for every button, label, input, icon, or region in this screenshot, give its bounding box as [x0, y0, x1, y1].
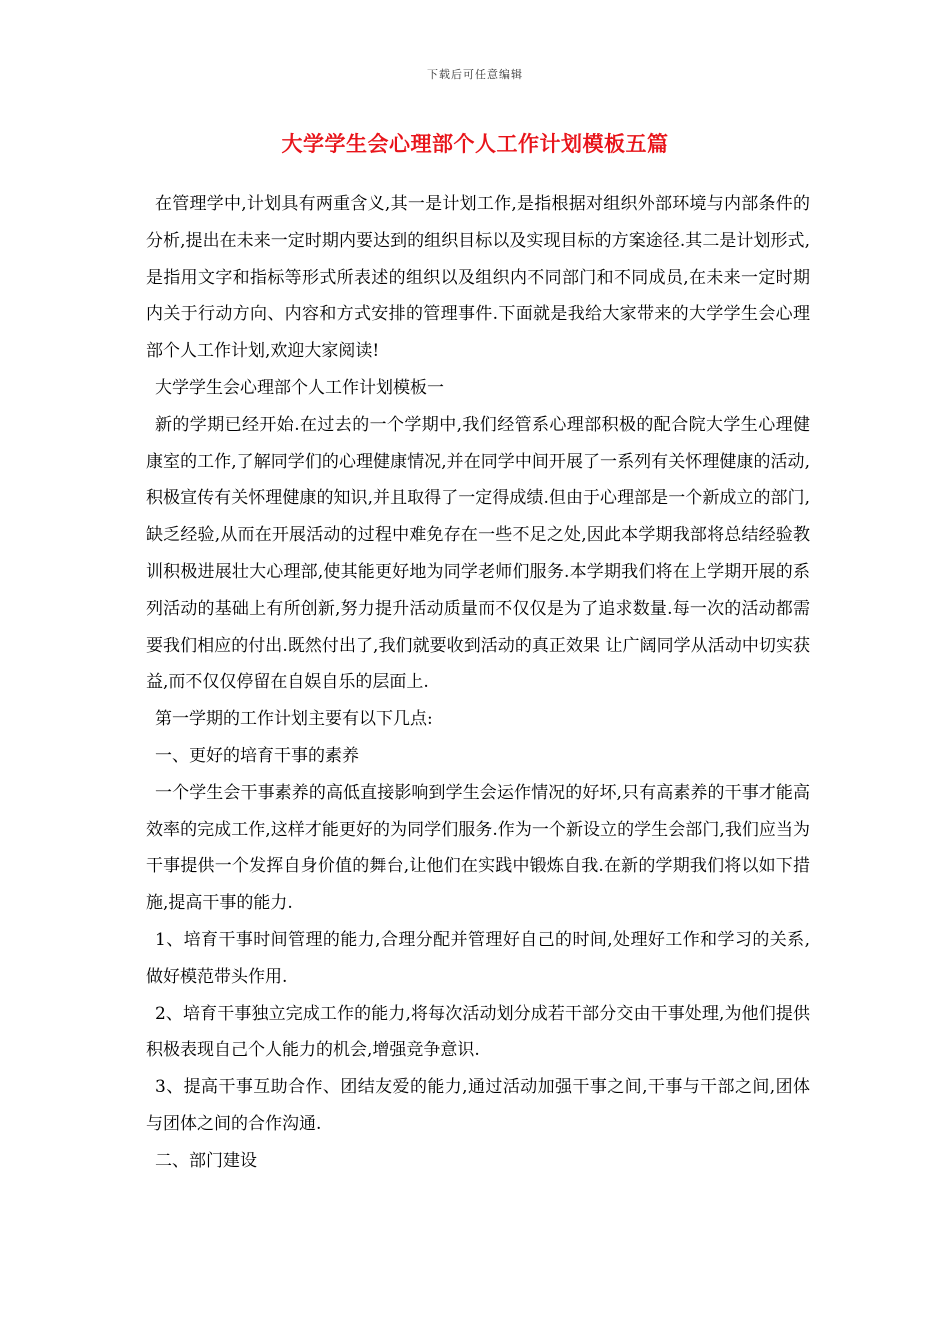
body-paragraph: 一个学生会干事素养的高低直接影响到学生会运作情况的好坏,只有高素养的干事才能高效率的完成工作,这样才能更好的为同学们服务.作为一个新设立的学生会部门,我们应当为干事提供一个发挥自身价值的舞台,让他们在实践中锻炼自我.在新的学期我们将以如下措施,提高干事的能力. — [146, 782, 810, 914]
list-item: 3、提高干事互助合作、团结友爱的能力,通过活动加强干事之间,干事与干部之间,团体与团体之间的合作沟通. — [146, 1077, 810, 1134]
document-title: 大学学生会心理部个人工作计划模板五篇 — [281, 131, 669, 156]
section-heading-template-one: 大学学生会心理部个人工作计划模板一 — [155, 377, 444, 398]
list-item: 1、培育干事时间管理的能力,合理分配并管理好自己的时间,处理好工作和学习的关系,做好模范带头作用. — [146, 929, 810, 987]
body-paragraph: 第一学期的工作计划主要有以下几点: — [155, 709, 433, 730]
page-header-note: 下载后可任意编辑 — [427, 68, 523, 81]
list-item: 2、培育干事独立完成工作的能力,将每次活动划分成若干部分交由干事处理,为他们提供积极表现自己个人能力的机会,增强竞争意识. — [146, 1003, 810, 1061]
list-heading: 一、更好的培育干事的素养 — [155, 745, 359, 766]
list-heading: 二、部门建设 — [155, 1150, 257, 1171]
body-paragraph: 新的学期已经开始.在过去的一个学期中,我们经管系心理部积极的配合院大学生心理健康室的工作,了解同学们的心理健康情况,并在同学中间开展了一系列有关怀理健康的活动,积极宣传有关怀理健康的知识,并且取得了一定得成绩.但由于心理部是一个新成立的部门,缺乏经验,从而在开展活动的过程中难免存在一些不足之处,因此本学期我部将总结经验教训积极进展壮大心理部,使其能更好地为同学老师们服务.本学期我们将在上学期开展的系列活动的基础上有所创新,努力提升活动质量而不仅仅是为了追求数量.每一次的活动都需要我们相应的付出.既然付出了,我们就要收到活动的真正效果 让广阔同学从活动中切实获益,而不仅仅停留在自娱自乐的层面上. — [146, 414, 810, 693]
intro-paragraph: 在管理学中,计划具有两重含义,其一是计划工作,是指根据对组织外部环境与内部条件的分析,提出在未来一定时期内要达到的组织目标以及实现目标的方案途径.其二是计划形式,是指用文字和指标等形式所表述的组织以及组织内不同部门和不同成员,在未来一定时期内关于行动方向、内容和方式安排的管理事件.下面就是我给大家带来的大学学生会心理部个人工作计划,欢迎大家阅读! — [146, 194, 810, 362]
document-body — [146, 186, 810, 1180]
